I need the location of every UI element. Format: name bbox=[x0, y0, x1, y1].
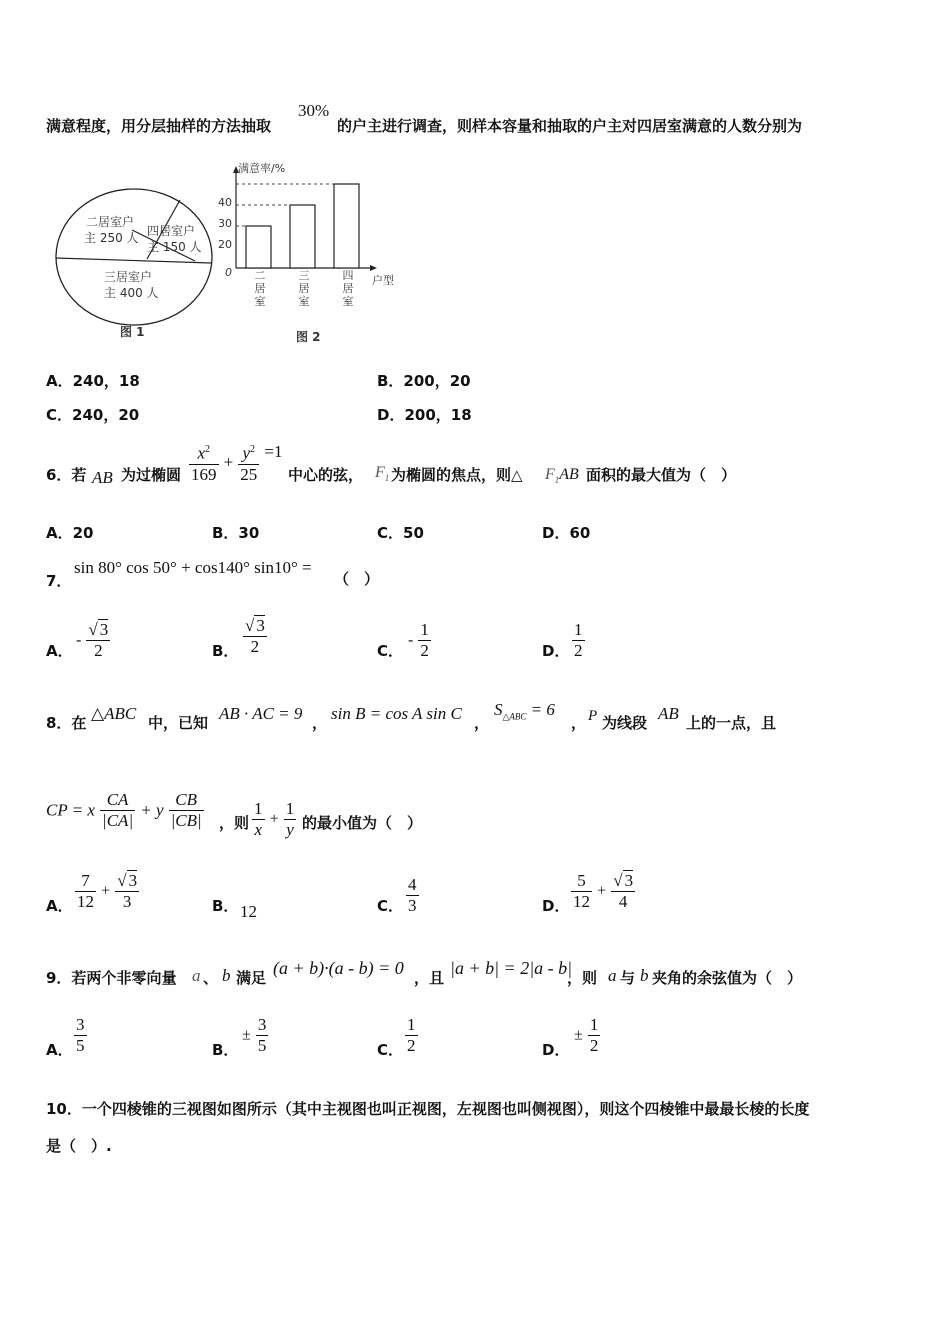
q8-comma-1: ， bbox=[312, 714, 328, 732]
q8-option-d-label[interactable]: D． bbox=[542, 897, 570, 915]
q7-option-b-label[interactable]: B． bbox=[212, 642, 239, 660]
q7-option-a-value[interactable]: - $\frac{√ 3}{2}$ bbox=[76, 620, 109, 660]
bar-xlabel: 户型 bbox=[372, 274, 394, 287]
q8-triangle: △ABC bbox=[91, 704, 137, 723]
q9-option-b-label[interactable]: B． bbox=[212, 1041, 239, 1059]
pie-label-3-count: 主 400 人 bbox=[104, 286, 159, 300]
q5-stem-a: 满意程度，用分层抽样的方法抽取 bbox=[46, 117, 272, 135]
bar-ylabel: 满意率/% bbox=[238, 162, 286, 175]
q7-expression: sin 80° cos 50° + cos140° sin10° = bbox=[74, 558, 312, 577]
q5-option-d[interactable]: D．200，18 bbox=[377, 406, 472, 424]
bar-cat-3: 三 居 室 bbox=[298, 269, 310, 308]
q6-number: 6．若 bbox=[46, 466, 87, 484]
q5-option-b[interactable]: B．200，20 bbox=[377, 372, 471, 390]
q8-text-2: 为线段 bbox=[602, 714, 648, 732]
q5-percent: 30% bbox=[298, 101, 330, 120]
q8-cp-equation: CP = x $\frac{CA}{|CA|}$ + y $\frac{CB}{|CB|}$ bbox=[46, 790, 202, 830]
q8-text-5: 的最小值为（ ） bbox=[302, 814, 423, 832]
q6-text-4: 面积的最大值为（ ） bbox=[586, 466, 737, 484]
q9-option-d-label[interactable]: D． bbox=[542, 1041, 570, 1059]
pie-divider-horizontal bbox=[56, 258, 211, 263]
q7-option-c-label[interactable]: C． bbox=[377, 642, 404, 660]
q8-option-c-label[interactable]: C． bbox=[377, 897, 404, 915]
q9-option-a-label[interactable]: A． bbox=[46, 1041, 73, 1059]
q8-text-3: 上的一点，且 bbox=[686, 714, 777, 732]
q9-option-a-value[interactable]: $\frac{3}{5}$ bbox=[76, 1015, 85, 1055]
q5-pie-chart bbox=[50, 180, 220, 340]
q8-option-a-value[interactable]: $\frac{7}{12}$ + $\frac{√ 3}{3}$ bbox=[77, 871, 138, 911]
q6-ellipse-eq: $\frac{x^2}{169}$ + $\frac{y^2}{25}$ =1 bbox=[191, 441, 283, 484]
q7-number: 7． bbox=[46, 572, 72, 590]
pie-label-3: 三居室户 bbox=[104, 270, 153, 284]
q9-option-b-value[interactable]: ± $\frac{3}{5}$ bbox=[242, 1015, 267, 1055]
q9-vector-b: b bbox=[222, 966, 231, 985]
q9-equation-2: |a + b| = 2|a - b| bbox=[450, 958, 573, 978]
q9-text-4: 与 bbox=[620, 969, 636, 987]
q9-option-d-value[interactable]: ± $\frac{1}{2}$ bbox=[574, 1015, 599, 1055]
q8-option-b-value[interactable]: 12 bbox=[240, 902, 257, 921]
q8-reciprocal-sum: $\frac{1}{x}$ + $\frac{1}{y}$ bbox=[254, 799, 295, 839]
q10-stem-line-1: 10．一个四棱锥的三视图如图所示（其中主视图也叫正视图，左视图也叫侧视图），则这个四棱锥中最最长棱的长度 bbox=[46, 1100, 810, 1118]
bar-ytick-40: 40 bbox=[218, 196, 232, 209]
q9-vector-a: a bbox=[192, 966, 201, 985]
q9-text-1: 满足 bbox=[236, 969, 267, 987]
bar-cat-4: 四 居 室 bbox=[342, 269, 354, 308]
q5-option-a[interactable]: A．240，18 bbox=[46, 372, 140, 390]
q5-bar-chart bbox=[225, 158, 405, 318]
q8-p: P bbox=[588, 708, 598, 724]
pie-label-2-count: 主 250 人 bbox=[84, 231, 139, 245]
q7-option-a-label[interactable]: A． bbox=[46, 642, 73, 660]
q8-comma-2: ， bbox=[474, 714, 490, 732]
q7-tail: （ ） bbox=[334, 570, 380, 588]
q8-number: 8．在 bbox=[46, 714, 87, 732]
q6-ab: AB bbox=[92, 468, 113, 487]
q8-area: $S_{\triangle ABC} = 6$ bbox=[494, 700, 555, 722]
q8-ab: AB bbox=[658, 704, 679, 723]
q7-option-c-value[interactable]: - $\frac{1}{2}$ bbox=[408, 620, 429, 660]
q7-option-d-label[interactable]: D． bbox=[542, 642, 570, 660]
pie-outline bbox=[56, 189, 212, 325]
q8-text-4: ，则 bbox=[219, 814, 250, 832]
q8-sincos: sin B = cos A sin C bbox=[331, 704, 462, 723]
q8-option-b-label[interactable]: B． bbox=[212, 897, 239, 915]
q8-option-d-value[interactable]: $\frac{5}{12}$ + $\frac{√ 3}{4}$ bbox=[573, 871, 634, 911]
q9-vector-a-2: a bbox=[608, 966, 617, 985]
q5-stem-b: 的户主进行调查，则样本容量和抽取的户主对四居室满意的人数分别为 bbox=[337, 117, 803, 135]
pie-label-4-count: 主 150 人 bbox=[147, 240, 202, 254]
q7-option-d-value[interactable]: $\frac{1}{2}$ bbox=[574, 620, 583, 660]
q7-option-b-value[interactable]: $\frac{√ 3}{2}$ bbox=[245, 616, 265, 656]
q6-f1ab: $F_1AB$ bbox=[545, 466, 579, 486]
q6-option-b[interactable]: B．30 bbox=[212, 524, 260, 542]
q9-number: 9．若两个非零向量 bbox=[46, 969, 177, 987]
q9-sep: 、 bbox=[203, 969, 219, 987]
q8-dot-product: AB · AC = 9 bbox=[219, 704, 303, 723]
q10-stem-line-2: 是（ ）. bbox=[46, 1137, 112, 1155]
q6-option-d[interactable]: D．60 bbox=[542, 524, 591, 542]
q8-option-c-value[interactable]: $\frac{4}{3}$ bbox=[408, 875, 417, 915]
q9-text-5: 夹角的余弦值为（ ） bbox=[652, 969, 803, 987]
bar-origin: 0 bbox=[225, 266, 232, 279]
q8-text-1: 中，已知 bbox=[148, 714, 209, 732]
fig1-caption: 图 1 bbox=[120, 325, 145, 339]
bar-x-arrow bbox=[370, 265, 377, 271]
q9-option-c-value[interactable]: $\frac{1}{2}$ bbox=[407, 1015, 416, 1055]
pie-label-2: 二居室户 bbox=[86, 215, 135, 229]
q6-f1: $F_1$ bbox=[375, 464, 390, 484]
q8-comma-3: ， bbox=[571, 714, 587, 732]
bar-cat-2: 二 居 室 bbox=[254, 269, 266, 308]
q9-text-2: ，且 bbox=[414, 969, 445, 987]
bar-二居室 bbox=[246, 226, 271, 268]
bar-ytick-20: 20 bbox=[218, 238, 232, 251]
q8-option-a-label[interactable]: A． bbox=[46, 897, 73, 915]
bar-三居室 bbox=[290, 205, 315, 268]
fig2-caption: 图 2 bbox=[296, 330, 321, 344]
q6-text-1: 为过椭圆 bbox=[121, 466, 182, 484]
q9-equation-1: (a + b)·(a - b) = 0 bbox=[273, 958, 404, 978]
q6-option-c[interactable]: C．50 bbox=[377, 524, 424, 542]
q5-option-c[interactable]: C．240，20 bbox=[46, 406, 140, 424]
q6-option-a[interactable]: A．20 bbox=[46, 524, 94, 542]
q6-text-2: 中心的弦， bbox=[288, 466, 364, 484]
bar-ytick-30: 30 bbox=[218, 217, 232, 230]
bar-四居室 bbox=[334, 184, 359, 268]
q9-text-3: ，则 bbox=[567, 969, 598, 987]
q6-text-3: 为椭圆的焦点，则△ bbox=[391, 466, 523, 484]
q9-option-c-label[interactable]: C． bbox=[377, 1041, 404, 1059]
q9-vector-b-2: b bbox=[640, 966, 649, 985]
pie-label-4: 四居室户 bbox=[147, 224, 196, 238]
